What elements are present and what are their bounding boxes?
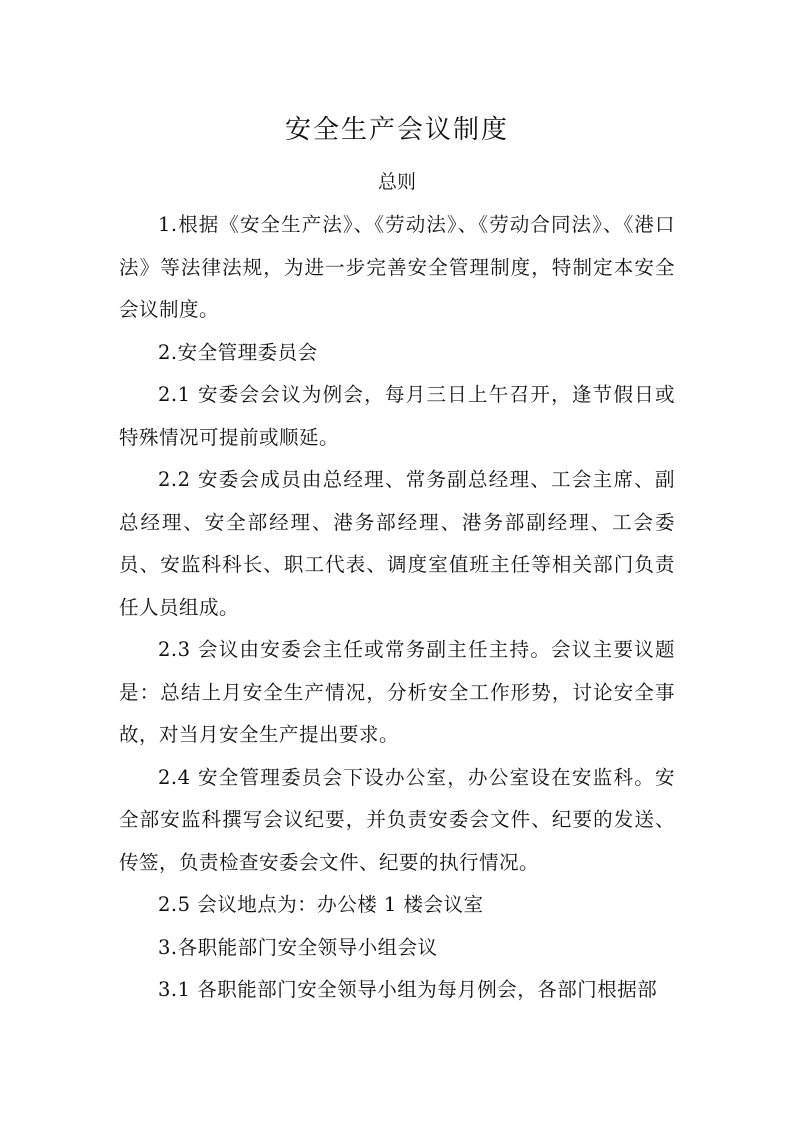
paragraph: 2.1 安委会会议为例会，每月三日上午召开，逢节假日或特殊情况可提前或顺延。 [119,383,675,449]
paragraph: 2.2 安委会成员由总经理、常务副总经理、工会主席、副总经理、安全部经理、港务部经理、港务部副经理、工会委员、安监科科长、职工代表、调度室值班主任等相关部门负责任人员组成。 [119,468,675,619]
paragraph: 1.根据《安全生产法》、《劳动法》、《劳动合同法》、《港口法》等法律法规，为进一步完善安全管理制度，特制定本安全会议制度。 [119,213,675,321]
document-title: 安全生产会议制度 [284,115,509,145]
section-heading: 总则 [377,171,416,193]
paragraph: 2.5 会议地点为：办公楼 1 楼会议室 [158,893,484,916]
paragraph: 3.各职能部门安全领导小组会议 [158,935,438,959]
paragraph: 3.1 各职能部门安全领导小组为每月例会，各部门根据部 [158,978,658,1001]
paragraph: 2.4 安全管理委员会下设办公室，办公室设在安监科。安全部安监科撰写会议纪要，并负责安委会文件、纪要的发送、传签，负责检查安委会文件、纪要的执行情况。 [119,765,675,874]
document-body [119,204,675,1012]
paragraph: 2.安全管理委员会 [158,340,318,364]
paragraph: 2.3 会议由安委会主任或常务副主任主持。会议主要议题是：总结上月安全生产情况，分析安全工作形势，讨论安全事故，对当月安全生产提出要求。 [119,638,675,746]
